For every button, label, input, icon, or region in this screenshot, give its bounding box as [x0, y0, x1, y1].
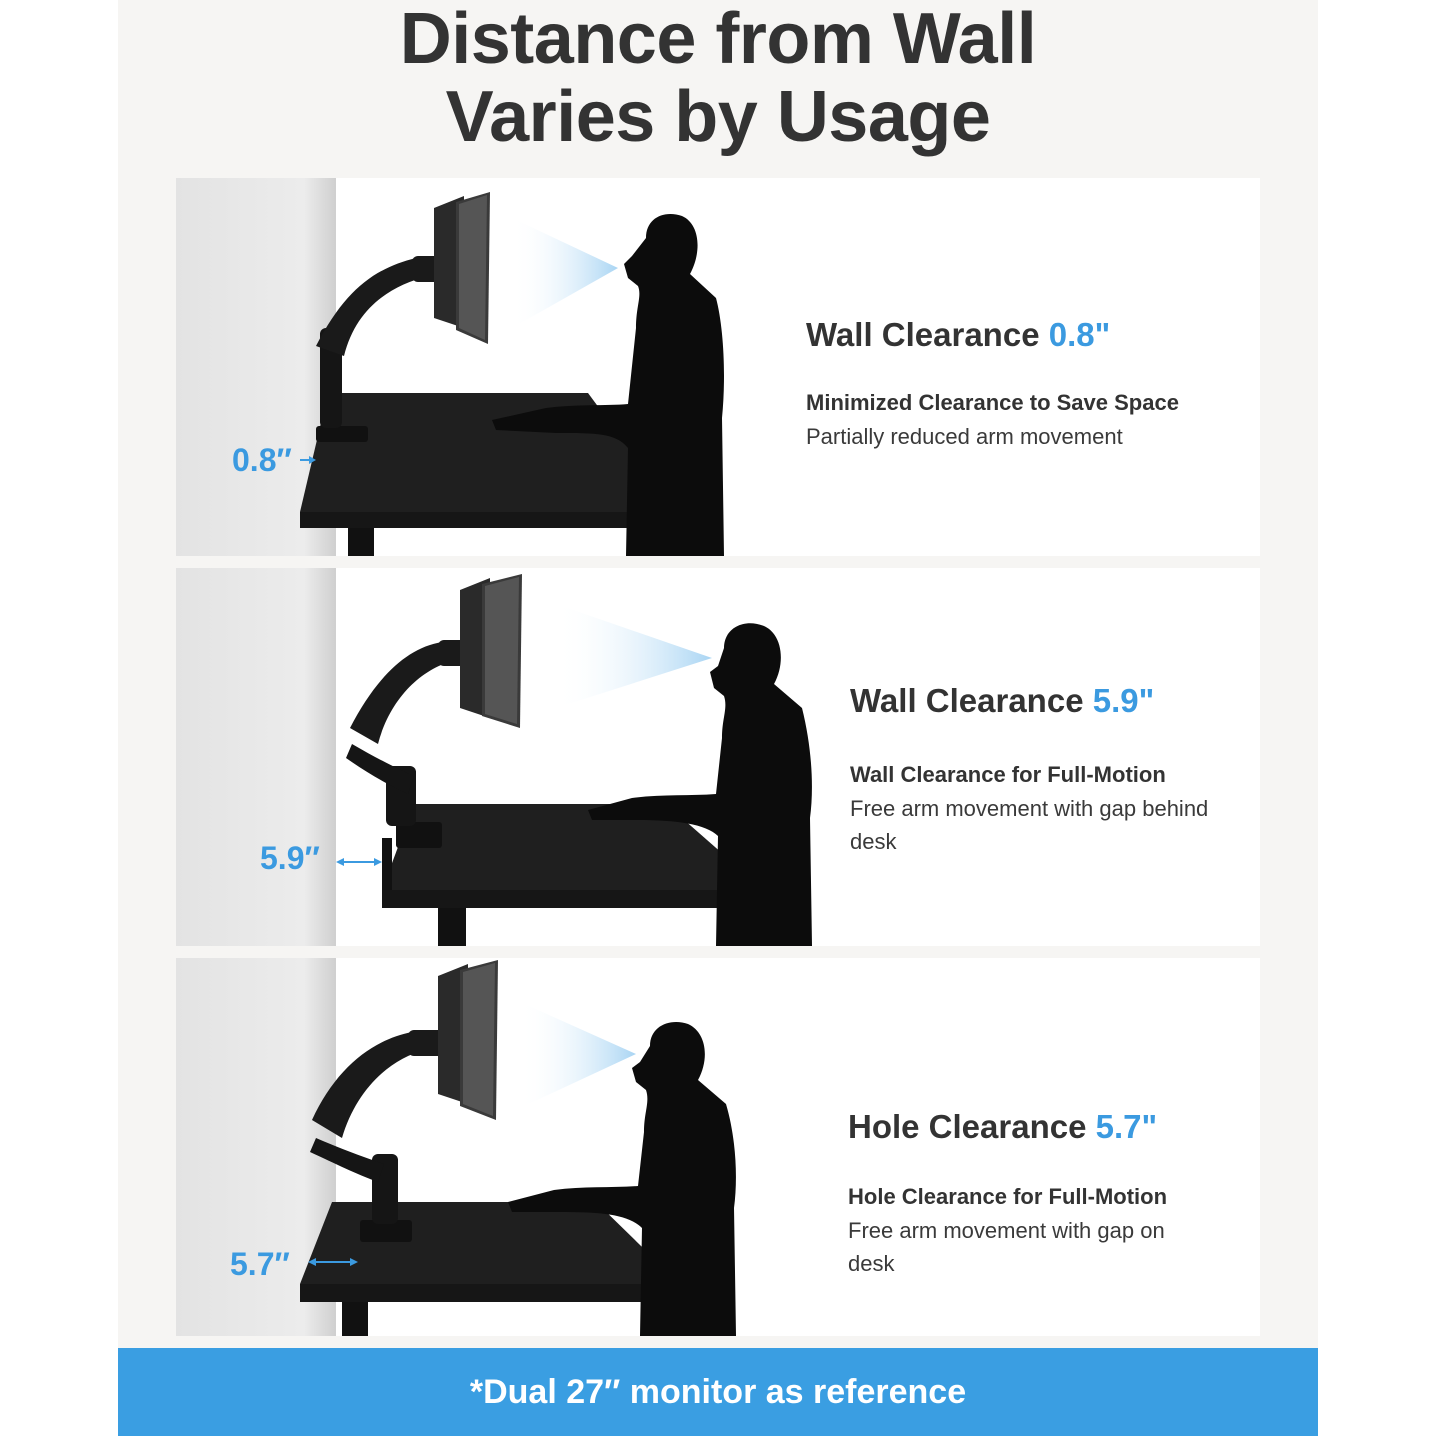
dual-monitor-icon — [438, 960, 498, 1120]
title-line-1: Distance from Wall — [399, 0, 1037, 79]
line-of-sight-icon — [520, 1002, 636, 1108]
panel-description: Free arm movement with gap behind desk — [850, 796, 1209, 854]
line-of-sight-icon — [556, 604, 712, 708]
heading-value: 0.8" — [1048, 316, 1111, 353]
dual-monitor-icon — [460, 574, 522, 728]
heading-value: 5.9" — [1092, 682, 1155, 719]
heading-text: Wall Clearance — [850, 682, 1084, 719]
infographic-canvas — [118, 0, 1318, 1436]
panel-subtitle: Wall Clearance for Full-Motion — [850, 762, 1166, 787]
panel-heading — [806, 316, 1110, 354]
heading-text: Wall Clearance — [806, 316, 1040, 353]
title-line-2: Varies by Usage — [445, 77, 991, 157]
dimension-arrow-icon — [336, 858, 382, 866]
dimension-label: 5.7″ — [230, 1246, 290, 1282]
panel-description: Free arm movement with gap on desk — [848, 1218, 1165, 1276]
panel-wall-clearance-0-8 — [176, 178, 1260, 556]
heading-text: Hole Clearance — [848, 1108, 1087, 1145]
panel-subtitle: Hole Clearance for Full-Motion — [848, 1184, 1168, 1209]
scene-illustration — [176, 568, 1260, 946]
panel-hole-clearance-5-7 — [176, 958, 1260, 1336]
dimension-label: 0.8″ — [232, 442, 292, 478]
heading-value: 5.7" — [1095, 1108, 1158, 1145]
wall-icon — [176, 568, 336, 946]
dual-monitor-icon — [434, 192, 490, 344]
panel-heading — [848, 1108, 1157, 1146]
dimension-label: 5.9″ — [260, 840, 320, 876]
panel-description: Partially reduced arm movement — [806, 424, 1123, 449]
panel-subtitle: Minimized Clearance to Save Space — [806, 390, 1179, 415]
desk-icon — [300, 1202, 680, 1336]
footer-note-banner — [118, 1348, 1318, 1436]
scene-illustration — [176, 178, 1260, 556]
footer-note: *Dual 27″ monitor as reference — [469, 1372, 967, 1411]
page-title — [118, 0, 1318, 156]
panel-wall-clearance-5-9 — [176, 568, 1260, 946]
panel-heading — [850, 682, 1154, 720]
line-of-sight-icon — [512, 218, 618, 328]
